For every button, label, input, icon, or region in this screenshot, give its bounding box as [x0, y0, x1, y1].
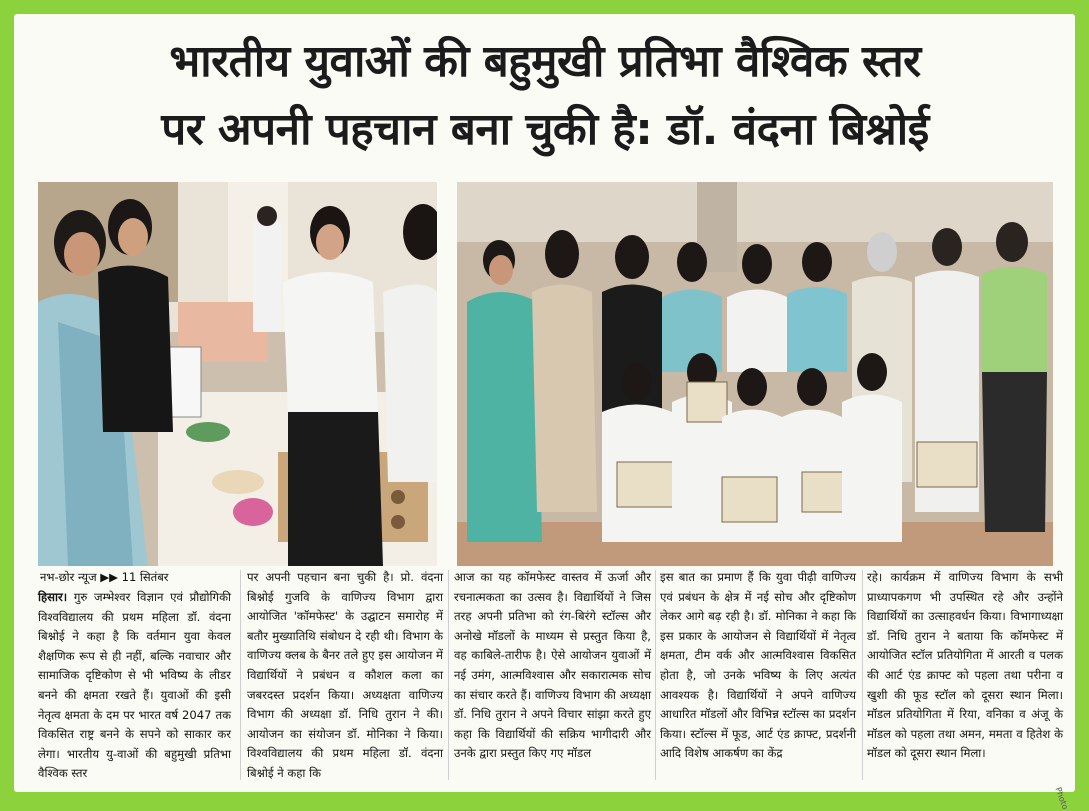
column-divider [655, 570, 656, 780]
dateline-date: 11 सितंबर [121, 570, 169, 584]
column-divider [240, 570, 241, 780]
article-column-1 [38, 588, 231, 784]
article-column-3: आज का यह कॉमफेस्ट वास्तव में ऊर्जा और रचनात्मकता का उत्सव है। विद्यार्थियों ने जिस तरह अपनी प्रतिभा को रंग-बिरंगे स्टॉल्स और अनोखे मॉडलों के माध्यम से प्रस्तुत किया है, वह काबिले-तारीफ है। ऐसे आयोजन युवाओं में नई उमंग, आत्मविश्वास और सकारात्मक सोच का संचार करते हैं। वाणिज्य विभाग की अध्यक्षा डॉ. निधि तुरान ने अपने विचार सांझा करते हुए कहा कि विद्यार्थियों की सक्रिय भागीदारी और उनके द्वारा प्रस्तुत किए गए मॉडल [454, 570, 651, 761]
photo-winners-group-image [457, 182, 1053, 566]
column-divider [448, 570, 449, 780]
newspaper-clipping [14, 14, 1075, 792]
article-column-2: पर अपनी पहचान बना चुकी है। प्रो. वंदना बिश्नोई गुजवि के वाणिज्य विभाग द्वारा आयोजित 'कॉमफेस्ट' के उद्घाटन समारोह में बतौर मुख्यातिथि संबोधन दे रही थी। विभाग के वाणिज्य क्लब के बैनर तले हुए इस आयोजन में विद्यार्थियों ने प्रबंधन व कौशल कला का जबरदस्त प्रदर्शन किया। अध्यक्षता वाणिज्य विभाग की अध्यक्षा डॉ. निधि तुरान ने की। आयोजन का संयोजन डॉ. मोनिका ने किया। विश्वविद्यालय की प्रथम महिला डॉ. वंदना बिश्नोई ने कहा कि [247, 570, 443, 780]
headline-line-1: भारतीय युवाओं की बहुमुखी प्रतिभा वैश्विक स्तर [169, 36, 921, 87]
photo-winners-group [457, 182, 1053, 566]
article-place: हिसार। [38, 590, 68, 604]
column-divider [862, 570, 863, 780]
headline [30, 28, 1060, 164]
watermark: Photo [1053, 786, 1070, 811]
dateline [40, 570, 169, 585]
dateline-arrow-icon: ▶▶ [100, 570, 118, 584]
article-column-1-text: गुरु जम्भेश्वर विज्ञान एवं प्रौद्योगिकी विश्वविद्यालय की प्रथम महिला डॉ. वंदना बिश्नोई ने कहा है कि वर्तमान युवा केवल शैक्षणिक रूप से ही नहीं, बल्कि नवाचार और सामाजिक दृष्टिकोण से भी भविष्य के लीडर बनने की क्षमता रखते हैं। युवाओं की इसी नेतृत्व क्षमता के दम पर भारत वर्ष 2047 तक विकसित राष्ट्र बनने के सपने को साकार कर लेगा। भारतीय यु-वाओं की बहुमुखी प्रतिभा वैश्विक स्तर [38, 590, 231, 781]
photo-stall-visit-image [38, 182, 437, 566]
headline-line-2: पर अपनी पहचान बना चुकी है: डॉ. वंदना बिश्नोई [161, 104, 929, 155]
article-column-5: रहे। कार्यक्रम में वाणिज्य विभाग के सभी प्राध्यापकगण भी उपस्थित रहे और उन्होंने विद्यार्थियों का उत्साहवर्धन किया। विभागाध्यक्षा डॉ. निधि तुरान ने बताया कि कॉमफेस्ट में आयोजित स्टॉल प्रतियोगिता में आरती व पलक की आर्ट एंड क्राफ्ट को पहला तथा परीना व खुशी की फूड स्टॉल को दूसरा स्थान मिला। मॉडल प्रतियोगिता में रिया, वनिका व अंजू के मॉडल को पहला तथा अमन, ममता व हितेश के मॉडल को दूसरा स्थान मिला। [867, 570, 1063, 761]
article-column-4: इस बात का प्रमाण हैं कि युवा पीढ़ी वाणिज्य एवं प्रबंधन के क्षेत्र में नई सोच और दृष्टिकोण लेकर आगे बढ़ रही है। डॉ. मोनिका ने कहा कि इस प्रकार के आयोजन से विद्यार्थियों में नेतृत्व क्षमता, टीम वर्क और आत्मविश्वास विकसित होता है, जो उनके भविष्य के लिए अत्यंत आवश्यक है। विद्यार्थियों ने अपने वाणिज्य आधारित मॉडलों और विभिन्न स्टॉल्स का प्रदर्शन किया। स्टॉल्स में फूड, आर्ट एंड क्राफ्ट, प्रदर्शनी आदि विशेष आकर्षण का केंद्र [660, 570, 856, 761]
photo-stall-visit [38, 182, 437, 566]
dateline-source: नभ-छोर न्यूज [40, 570, 97, 584]
